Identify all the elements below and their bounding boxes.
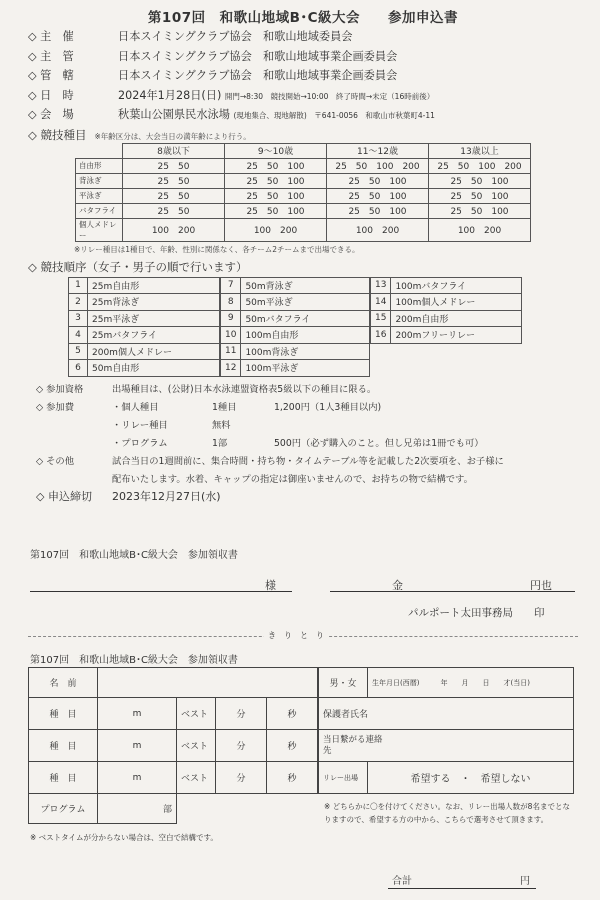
event-label: 種 目 <box>29 730 98 762</box>
receipt-office: パルポート太田事務局 印 <box>408 607 545 619</box>
details <box>36 379 578 505</box>
event-distances: 25 50 100 <box>429 203 531 218</box>
relay-note: ※リレー種目は1種目で、年齢、性別に関係なく、各チーム2チームまで出場できる。 <box>74 244 360 254</box>
event-distances: 25 50 <box>123 173 225 188</box>
event-distances: 100 200 <box>327 218 429 241</box>
order-row <box>221 327 370 344</box>
order-row <box>221 294 370 311</box>
order-heading: ◇ 競技順序（女子・男子の順で行います） <box>28 259 248 274</box>
page-title: 第107回 和歌山地域B･C級大会 参加申込書 <box>147 10 459 26</box>
event-distances: 25 50 <box>123 203 225 218</box>
event-distances: 25 50 100 <box>225 158 327 173</box>
order-row <box>221 277 370 294</box>
order-number: 14 <box>371 294 391 311</box>
event-name: バタフライ <box>76 203 123 218</box>
info-value: 日本スイミングクラブ協会 和歌山地域事業企画委員会 <box>118 49 398 63</box>
event-row <box>76 188 531 203</box>
info-value: 日本スイミングクラブ協会 和歌山地域委員会 <box>118 30 353 43</box>
contact-field[interactable]: 当日繋がる連絡先 <box>319 730 574 762</box>
fee-qty: 無料 <box>212 419 231 431</box>
order-event: 25m背泳ぎ <box>88 294 220 311</box>
order-row <box>371 277 522 294</box>
order-number: 2 <box>69 294 88 311</box>
best-time-note: ※ ベストタイムが分からない場合は、空白で結構です。 <box>30 833 218 842</box>
best-label: ベスト <box>177 762 216 794</box>
name-field[interactable] <box>98 668 318 698</box>
order-row <box>221 360 370 377</box>
program-qty-field[interactable]: 部 <box>98 794 177 824</box>
info-label: ◇ 日 時 <box>28 88 74 102</box>
order-row <box>69 310 220 327</box>
event-distances: 25 50 100 <box>327 203 429 218</box>
event-distances: 25 50 <box>123 188 225 203</box>
best-min-field[interactable]: 分 <box>216 698 267 730</box>
info-row <box>28 28 578 48</box>
fee-label: ◇ 参加費 <box>36 401 74 413</box>
order-row <box>69 343 220 360</box>
order-event: 100m自由形 <box>241 327 370 344</box>
order-row <box>69 294 220 311</box>
guardian-field[interactable]: 保護者氏名 <box>319 698 574 730</box>
event-row <box>76 173 531 188</box>
total-yen: 円 <box>520 876 530 887</box>
event-label: 種 目 <box>29 698 98 730</box>
event-distances: 25 50 100 <box>429 173 531 188</box>
fee-item: ・プログラム <box>112 437 168 449</box>
events-heading <box>28 127 578 143</box>
info-row <box>28 48 578 68</box>
info-row <box>28 67 578 87</box>
order-number: 13 <box>371 277 391 294</box>
fee-price: 500円（必ず購入のこと。但し兄弟は1冊でも可） <box>274 437 484 449</box>
order-row <box>371 327 522 344</box>
order-number: 5 <box>69 343 88 360</box>
event-row <box>76 158 531 173</box>
info-label: ◇ 会 場 <box>28 108 74 121</box>
event-name: 自由形 <box>76 158 123 173</box>
receipt-kin: 金 <box>392 579 403 592</box>
age-note: ※年齢区分は、大会当日の満年齢により行う。 <box>94 131 251 141</box>
best-sec-field[interactable]: 秒 <box>267 698 318 730</box>
order-row <box>371 294 522 311</box>
order-number: 4 <box>69 327 88 344</box>
info-label: ◇ 主 催 <box>28 30 74 43</box>
event-distances: 25 50 100 200 <box>327 158 429 173</box>
best-min-field[interactable]: 分 <box>216 762 267 794</box>
fee-price: 1,200円（1人3種目以内) <box>274 401 382 413</box>
order-area <box>28 275 578 379</box>
best-label: ベスト <box>177 730 216 762</box>
receipt-title: 第107回 和歌山地域B･C級大会 参加領収書 <box>30 550 238 561</box>
entry-form-right <box>318 667 574 794</box>
event-distances: 100 200 <box>225 218 327 241</box>
order-col3 <box>370 277 522 344</box>
event-row <box>76 218 531 241</box>
form-title: 第107回 和歌山地域B･C級大会 参加領収書 <box>30 655 238 666</box>
event-distances: 25 50 100 <box>225 173 327 188</box>
order-row <box>221 343 370 360</box>
event-distance-field[interactable]: m <box>98 730 177 762</box>
order-number: 12 <box>221 360 241 377</box>
best-sec-field[interactable]: 秒 <box>267 762 318 794</box>
info-row <box>28 87 578 107</box>
order-number: 9 <box>221 310 241 327</box>
receipt-enya: 円也 <box>530 579 552 592</box>
order-col1 <box>68 277 220 377</box>
order-col2 <box>220 277 370 377</box>
order-event: 25m自由形 <box>88 277 220 294</box>
event-distances: 25 50 100 <box>327 188 429 203</box>
deadline-label: ◇ 申込締切 <box>36 489 92 503</box>
event-distances: 25 50 100 <box>225 188 327 203</box>
order-row <box>69 277 220 294</box>
qual-label: ◇ 参加資格 <box>36 383 84 395</box>
best-label: ベスト <box>177 698 216 730</box>
event-distance-field[interactable]: m <box>98 698 177 730</box>
order-event: 50m平泳ぎ <box>241 294 370 311</box>
receipt-name-line <box>30 591 292 592</box>
best-sec-field[interactable]: 秒 <box>267 730 318 762</box>
info-value: 2024年1月28日(日) 開門→8:30 競技開始→10:00 終了時間→未定（16時前後） <box>118 88 435 102</box>
fee-qty: 1部 <box>212 437 228 449</box>
name-label: 名 前 <box>29 668 98 698</box>
age-header: 13歳以上 <box>429 143 531 158</box>
order-row <box>221 310 370 327</box>
event-label: 種 目 <box>29 762 98 794</box>
event-row <box>76 203 531 218</box>
order-event: 200m個人メドレー <box>88 343 220 360</box>
event-distances: 100 200 <box>123 218 225 241</box>
event-distances: 25 50 100 <box>225 203 327 218</box>
cut-label: き り と り <box>264 630 328 641</box>
entry-form-left <box>28 667 318 824</box>
info-row <box>28 106 578 126</box>
event-name: 個人メドレー <box>76 218 123 241</box>
age-header: 9～10歳 <box>225 143 327 158</box>
order-event: 200mフリーリレー <box>391 327 522 344</box>
other-text-1: 試合当日の1週間前に、集合時間・持ち物・タイムテーブル等を記載した2次要項を、お子様に <box>112 455 504 467</box>
order-number: 10 <box>221 327 241 344</box>
order-number: 16 <box>371 327 391 344</box>
order-number: 3 <box>69 310 88 327</box>
order-number: 8 <box>221 294 241 311</box>
order-event: 50m背泳ぎ <box>241 277 370 294</box>
order-number: 11 <box>221 343 241 360</box>
order-event: 50mバタフライ <box>241 310 370 327</box>
order-event: 100mバタフライ <box>391 277 522 294</box>
birth-field[interactable]: 生年月日(西暦) 年 月 日 才(当日) <box>368 668 574 698</box>
fee-qty: 1種目 <box>212 401 237 413</box>
event-name: 平泳ぎ <box>76 188 123 203</box>
info-label: ◇ 管 轄 <box>28 69 74 82</box>
best-min-field[interactable]: 分 <box>216 730 267 762</box>
order-row <box>371 310 522 327</box>
events-table <box>75 143 531 242</box>
deadline-date: 2023年12月27日(水) <box>112 489 221 503</box>
event-distances: 25 50 100 200 <box>429 158 531 173</box>
events-heading-label: ◇ 競技種目 <box>28 127 87 142</box>
order-event: 50m自由形 <box>88 360 220 377</box>
order-row <box>69 327 220 344</box>
qual-text: 出場種目は、(公財)日本水泳連盟資格表5級以下の種目に限る。 <box>112 383 377 395</box>
order-event: 100m背泳ぎ <box>241 343 370 360</box>
relay-label: リレー出場 <box>319 762 368 794</box>
event-name: 背泳ぎ <box>76 173 123 188</box>
age-header: 8歳以下 <box>123 143 225 158</box>
order-number: 15 <box>371 310 391 327</box>
event-distances: 25 50 <box>123 158 225 173</box>
other-text-2: 配布いたします。水着、キャップの指定は御座いませんので、お持ちの物で結構です。 <box>112 473 473 485</box>
order-number: 6 <box>69 360 88 377</box>
total-line <box>388 888 536 889</box>
fee-item: ・個人種目 <box>112 401 159 413</box>
total-label: 合計 <box>392 876 412 887</box>
info-value: 秋葉山公園県民水泳場 (現地集合、現地解散) 〒641-0056 和歌山市秋葉町4-11 <box>118 108 435 121</box>
fee-item: ・リレー種目 <box>112 419 168 431</box>
program-label: プログラム <box>29 794 98 824</box>
event-distances: 25 50 100 <box>429 188 531 203</box>
order-event: 25mバタフライ <box>88 327 220 344</box>
other-label: ◇ その他 <box>36 455 74 467</box>
order-number: 7 <box>221 277 241 294</box>
relay-choice[interactable]: 希望する ・ 希望しない <box>368 762 574 794</box>
info-label: ◇ 主 管 <box>28 49 74 63</box>
event-distances: 100 200 <box>429 218 531 241</box>
order-number: 1 <box>69 277 88 294</box>
sex-field[interactable]: 男・女 <box>319 668 368 698</box>
age-header: 11～12歳 <box>327 143 429 158</box>
receipt-sama: 様 <box>265 579 276 592</box>
order-event: 200m自由形 <box>391 310 522 327</box>
order-event: 100m個人メドレー <box>391 294 522 311</box>
event-distance-field[interactable]: m <box>98 762 177 794</box>
info-block <box>28 28 578 126</box>
info-value: 日本スイミングクラブ協会 和歌山地域事業企画委員会 <box>118 69 398 82</box>
relay-selection-note: ※ どちらかに〇を付けてください。なお、リレー出場人数が8名までとなりますので、希望する方の中から、こちらで選考させて頂きます。 <box>324 802 570 824</box>
order-event: 25m平泳ぎ <box>88 310 220 327</box>
event-distances: 25 50 100 <box>327 173 429 188</box>
order-event: 100m平泳ぎ <box>241 360 370 377</box>
order-row <box>69 360 220 377</box>
